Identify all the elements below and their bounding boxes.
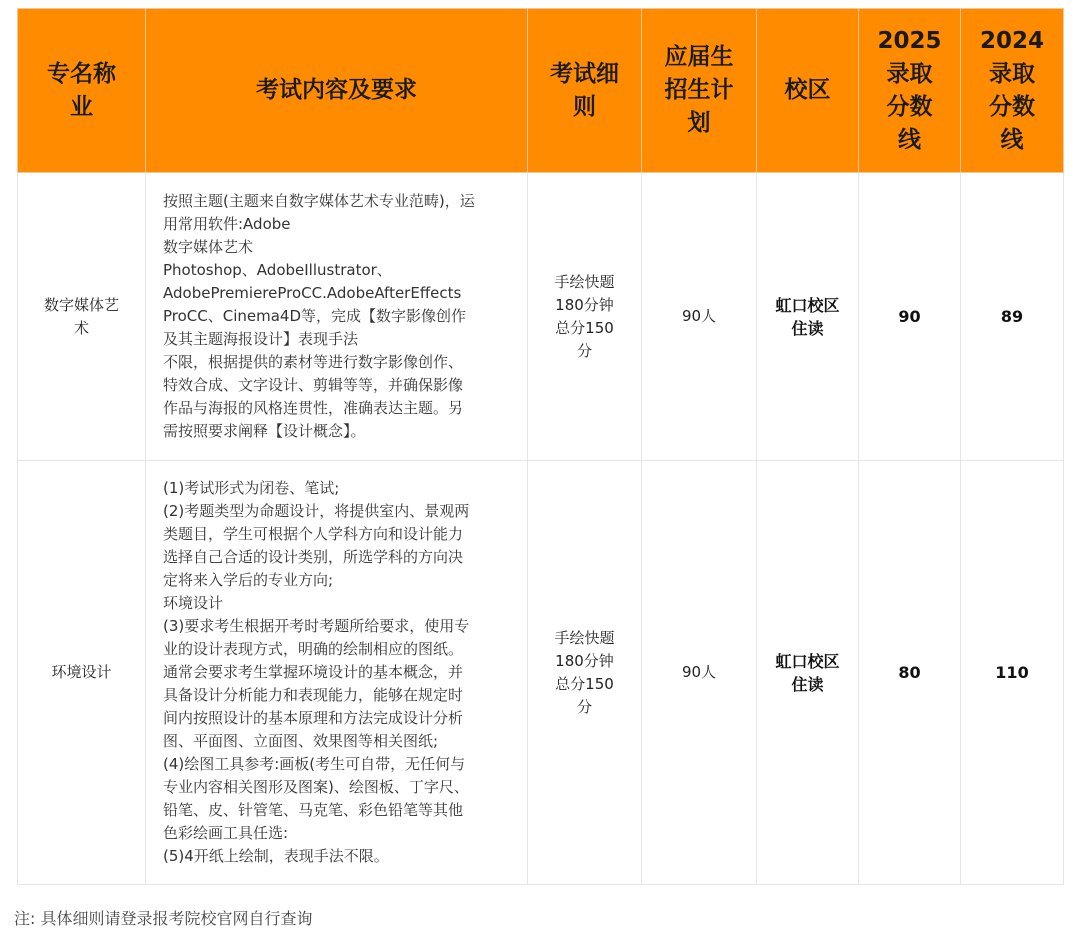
cell-enrollment-plan: 90人 xyxy=(642,461,757,885)
cell-enrollment-plan: 90人 xyxy=(642,173,757,461)
header-score-2024: 2024 录取 分数 线 xyxy=(961,9,1064,173)
cell-major: 数字媒体艺 术 xyxy=(18,173,146,461)
header-score-2025: 2025 录取 分数 线 xyxy=(859,9,961,173)
cell-content: (1)考试形式为闭卷、笔试; (2)考题类型为命题设计，将提供室内、景观两 类题目，学生可根据个人学科方向和设计能力 选择自己合适的设计类别，所选学科的方向决 定将来入学后的专业方向; 环境设计 (3)要求考生根据开考时考题所给要求，使用专 业的设计表现方式，明确的绘制相应的图纸。 通常会要求考生掌握环境设计的基本概念，并 具备设计分析能力和表现能力，能够在规定时 间内按照设计的基本原理和方法完成设计分析 图、平面图、立面图、效果图等相关图纸; (4)绘图工具参考:画板(考生可自带，无任何与 专业内容相关图形及图案)、绘图板、丁字尺、 铅笔、皮、针管笔、马克笔、彩色铅笔等其他 色彩绘画工具任选: (5)4开纸上绘制，表现手法不限。 xyxy=(146,461,528,885)
table-row xyxy=(18,173,1064,461)
header-major: 专名称 业 xyxy=(18,9,146,173)
cell-content: 按照主题(主题来自数字媒体艺术专业范畴)，运 用常用软件:Adobe 数字媒体艺术 Photoshop、AdobeIllustrator、 AdobePremiereProCC.AdobeAfterEffects ProCC、Cinema4D等，完成【数字影像创作 及其主题海报设计】表现手法 不限，根据提供的素材等进行数字影像创作、 特效合成、文字设计、剪辑等等，并确保影像 作品与海报的风格连贯性，准确表达主题。另 需按照要求阐释【设计概念】。 xyxy=(146,173,528,461)
header-content: 考试内容及要求 xyxy=(146,9,528,173)
cell-campus: 虹口校区 住读 xyxy=(757,461,859,885)
table-header-row xyxy=(18,9,1064,173)
cell-score-2024: 110 xyxy=(961,461,1064,885)
cell-score-2024: 89 xyxy=(961,173,1064,461)
table-row xyxy=(18,461,1064,885)
cell-exam-rules: 手绘快题 180分钟 总分150 分 xyxy=(528,173,642,461)
header-campus: 校区 xyxy=(757,9,859,173)
admission-table-container xyxy=(17,8,1063,885)
cell-exam-rules: 手绘快题 180分钟 总分150 分 xyxy=(528,461,642,885)
footnote: 注: 具体细则请登录报考院校官网自行查询 xyxy=(14,909,313,928)
cell-campus: 虹口校区 住读 xyxy=(757,173,859,461)
header-exam-rules: 考试细 则 xyxy=(528,9,642,173)
cell-major: 环境设计 xyxy=(18,461,146,885)
cell-score-2025: 80 xyxy=(859,461,961,885)
admission-table xyxy=(17,8,1064,885)
cell-score-2025: 90 xyxy=(859,173,961,461)
header-enrollment-plan: 应届生 招生计 划 xyxy=(642,9,757,173)
